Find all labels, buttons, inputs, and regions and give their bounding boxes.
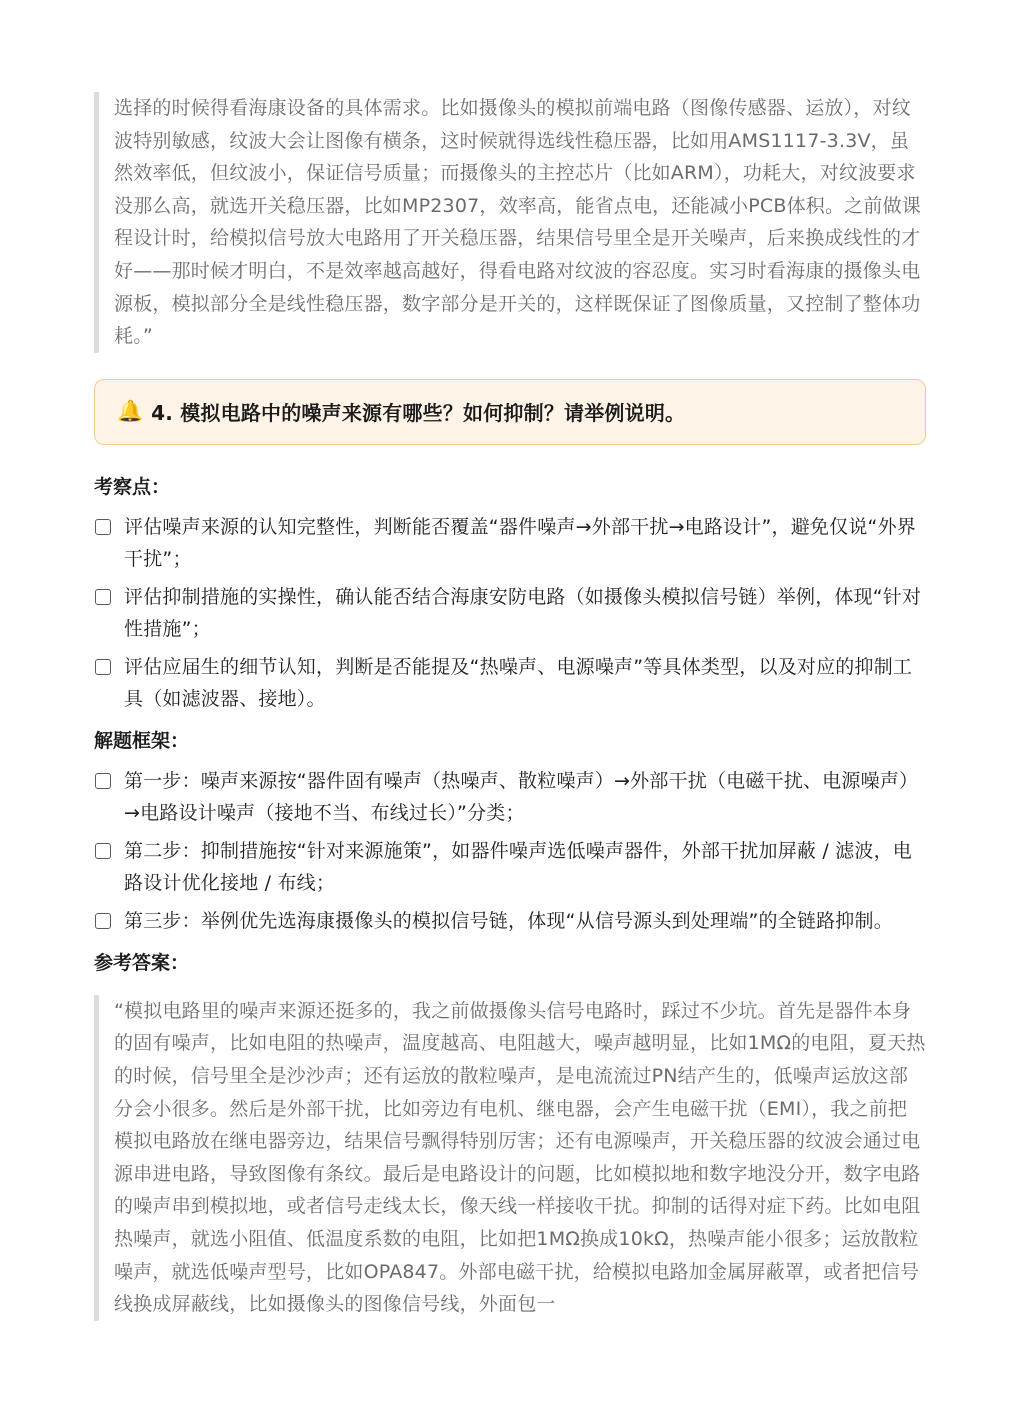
question-title: 4. 模拟电路中的噪声来源有哪些？如何抑制？请举例说明。 <box>151 401 686 426</box>
checkbox[interactable] <box>95 913 111 929</box>
framework-list <box>94 765 926 937</box>
checklist-item <box>94 581 926 645</box>
checklist-item <box>94 765 926 829</box>
checkbox[interactable] <box>95 659 111 675</box>
checklist-item-text: 第一步：噪声来源按“器件固有噪声（热噪声、散粒噪声）→外部干扰（电磁干扰、电源噪声）→电路设计噪声（接地不当、布线过长）”分类； <box>124 769 919 824</box>
checkbox[interactable] <box>95 773 111 789</box>
checkbox[interactable] <box>95 843 111 859</box>
checklist-item-text: 第三步：举例优先选海康摄像头的模拟信号链，体现“从信号源头到处理端”的全链路抑制。 <box>124 909 893 932</box>
checklist-item <box>94 835 926 899</box>
checklist-item <box>94 905 926 937</box>
checklist-item-text: 评估应届生的细节认知，判断是否能提及“热噪声、电源噪声”等具体类型，以及对应的抑制工具（如滤波器、接地）。 <box>124 655 913 710</box>
checklist-item <box>94 651 926 715</box>
previous-answer-text: 选择的时候得看海康设备的具体需求。比如摄像头的模拟前端电路（图像传感器、运放），对纹波特别敏感，纹波大会让图像有横条，这时候就得选线性稳压器，比如用AMS1117-3.3V，虽然效率低，但纹波小，保证信号质量；而摄像头的主控芯片（比如ARM），功耗大，对纹波要求没那么高，就选开关稳压器，比如MP2307，效率高，能省点电，还能减小PCB体积。之前做课程设计时，给模拟信号放大电路用了开关稳压器，结果信号里全是开关噪声，后来换成线性的才好——那时候才明白，不是效率越高越好，得看电路对纹波的容忍度。实习时看海康的摄像头电源板，模拟部分全是线性稳压器，数字部分是开关的，这样既保证了图像质量，又控制了整体功耗。” <box>114 97 921 348</box>
question-callout <box>94 379 926 445</box>
exam-points-list <box>94 511 926 715</box>
framework-heading: 解题框架： <box>94 729 190 752</box>
exam-points-heading: 考察点： <box>94 475 171 498</box>
checklist-item-text: 评估抑制措施的实操性，确认能否结合海康安防电路（如摄像头模拟信号链）举例，体现“针对性措施”； <box>124 585 922 640</box>
checkbox[interactable] <box>95 519 111 535</box>
checklist-item <box>94 511 926 575</box>
checklist-item-text: 评估噪声来源的认知完整性，判断能否覆盖“器件噪声→外部干扰→电路设计”，避免仅说“外界干扰”； <box>124 515 916 570</box>
checklist-item-text: 第二步：抑制措施按“针对来源施策”，如器件噪声选低噪声器件，外部干扰加屏蔽 / 滤波，电路设计优化接地 / 布线； <box>124 839 912 894</box>
checkbox[interactable] <box>95 589 111 605</box>
reference-answer-quote <box>94 995 926 1321</box>
answer-heading: 参考答案： <box>94 951 190 974</box>
bell-icon: 🔔 <box>117 399 144 424</box>
previous-answer-quote <box>94 92 926 353</box>
document-page <box>94 92 926 1321</box>
reference-answer-text: “模拟电路里的噪声来源还挺多的，我之前做摄像头信号电路时，踩过不少坑。首先是器件本身的固有噪声，比如电阻的热噪声，温度越高、电阻越大，噪声越明显，比如1MΩ的电阻，夏天热的时候，信号里全是沙沙声；还有运放的散粒噪声，是电流流过PN结产生的，低噪声运放这部分会小很多。然后是外部干扰，比如旁边有电机、继电器，会产生电磁干扰（EMI），我之前把模拟电路放在继电器旁边，结果信号飘得特别厉害；还有电源噪声，开关稳压器的纹波会通过电源串进电路，导致图像有条纹。最后是电路设计的问题，比如模拟地和数字地没分开，数字电路的噪声串到模拟地，或者信号走线太长，像天线一样接收干扰。抑制的话得对症下药。比如电阻热噪声，就选小阻值、低温度系数的电阻，比如把1MΩ换成10kΩ，热噪声能小很多；运放散粒噪声，就选低噪声型号，比如OPA847。外部电磁干扰，给模拟电路加金属屏蔽罩，或者把信号线换成屏蔽线，比如摄像头的图像信号线，外面包一 <box>114 999 926 1316</box>
